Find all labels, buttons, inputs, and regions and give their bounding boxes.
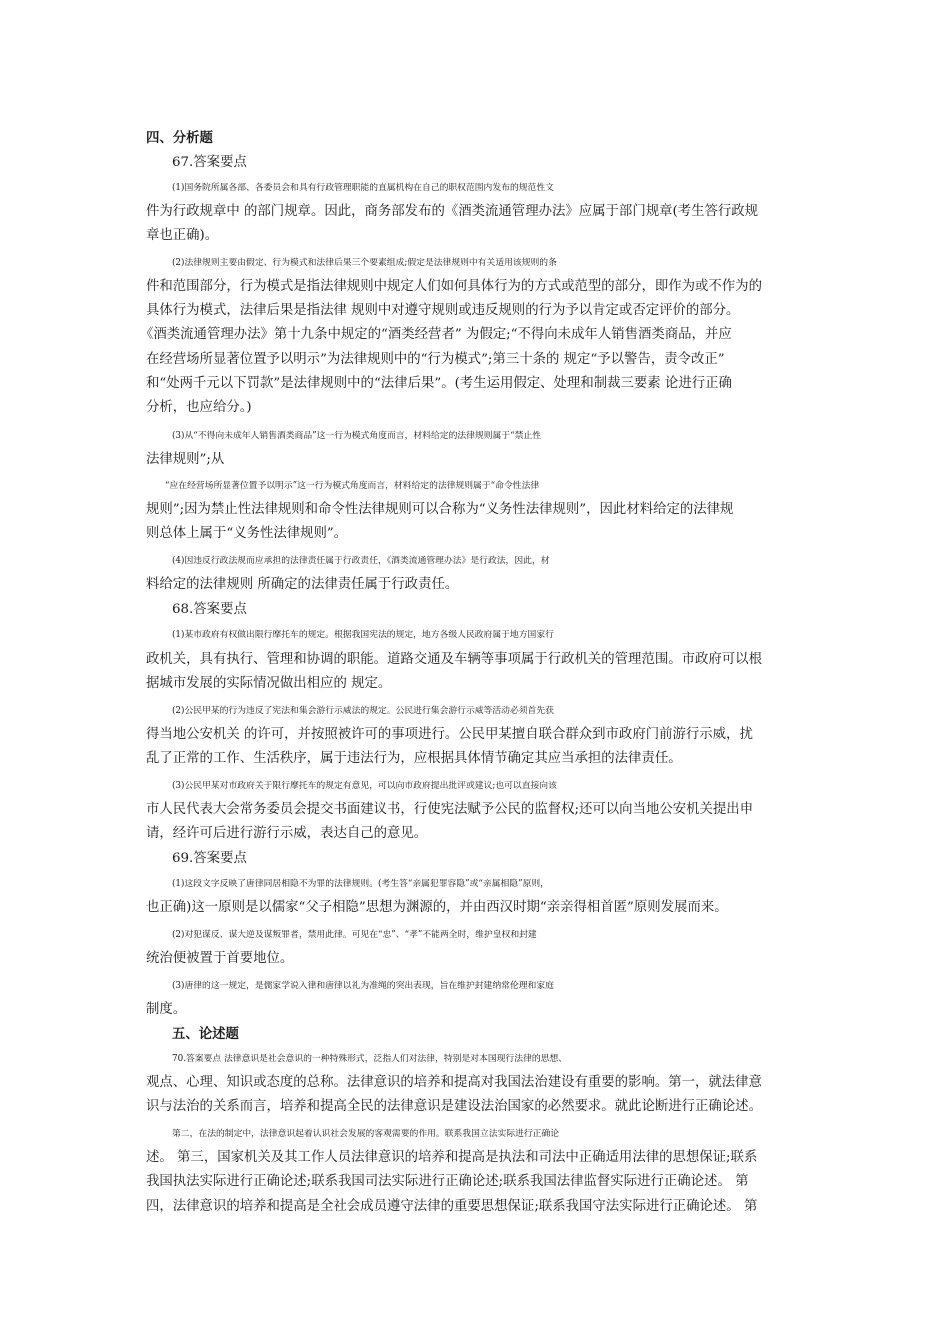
paragraph-line: 识与法治的关系而言，培养和提高全民的法律意识是建设法治国家的必然要求。就此论断进行正确论述。: [146, 1099, 762, 1114]
paragraph-line: 件为行政规章中 的部门规章。因此，商务部发布的《酒类流通管理办法》应属于部门规章(考生答行政规: [146, 204, 759, 219]
paragraph-line: 分析，也应给分。): [146, 400, 252, 415]
paragraph-line: (2)法律规则主要由假定、行为模式和法律后果三个要素组成;假定是法律规则中有关适用该规则的条: [172, 258, 557, 268]
paragraph-line: 料给定的法律规则 所确定的法律责任属于行政责任。: [146, 577, 459, 592]
paragraph-line: (3)公民甲某对市政府关于限行摩托车的规定有意见，可以向市政府提出批评或建议;也可以直接向该: [172, 781, 557, 791]
paragraph-line: 也正确)这一原则是以儒家“父子相隐”思想为渊源的，并由西汉时期“亲亲得相首匿”原则发展而来。: [146, 900, 728, 915]
paragraph-line: 则总体上属于“义务性法律规则”。: [146, 526, 348, 541]
paragraph-line: 政机关，具有执行、管理和协调的职能。道路交通及车辆等事项属于行政机关的管理范围。市政府可以根: [146, 652, 762, 667]
paragraph-line: 请，经许可后进行游行示威，表达自己的意见。: [146, 826, 428, 841]
paragraph-line: 和“处两千元以下罚款”是法律规则中的“法律后果”。(考生运用假定、处理和制裁三要素 论进行正确: [146, 376, 732, 391]
answer-heading-67: 67.答案要点: [172, 155, 247, 170]
paragraph-line: (3)从“不得向未成年人销售酒类商品”这一行为模式角度而言，材料给定的法律规则属于“禁止性: [172, 431, 542, 441]
paragraph-line: (1)某市政府有权做出限行摩托车的规定。根据我国宪法的规定，地方各级人民政府属于地方国家行: [172, 630, 554, 640]
paragraph-line: (2)对犯谋反、谋大逆及谋叛罪者，禁用此律。可见在“忠”、“孝”不能两全时，维护皇权和封建: [172, 930, 537, 940]
paragraph-line: 市人民代表大会常务委员会提交书面建议书，行使宪法赋予公民的监督权;还可以向当地公安机关提出申: [146, 802, 754, 817]
paragraph-line: 述。 第三，国家机关及其工作人员法律意识的培养和提高是执法和司法中正确适用法律的思想保证;联系: [146, 1150, 758, 1165]
paragraph-line: 乱了正常的工作、生活秩序，属于违法行为，应根据具体情节确定其应当承担的法律责任。: [146, 751, 682, 766]
section-heading-analysis: 四、分析题: [146, 130, 213, 146]
paragraph-line: 得当地公安机关 的许可，并按照被许可的事项进行。公民甲某擅自联合群众到市政府门前游行示威，扰: [146, 727, 753, 742]
paragraph-line: 四，法律意识的培养和提高是全社会成员遵守法律的重要思想保证;联系我国守法实际进行正确论述。 第: [146, 1199, 758, 1214]
paragraph-line: 观点、心理、知识或态度的总称。法律意识的培养和提高对我国法治建设有重要的影响。第一，就法律意: [146, 1075, 762, 1090]
paragraph-line: 统治便被置于首要地位。: [146, 951, 294, 966]
section-heading-essay: 五、论述题: [172, 1026, 239, 1042]
paragraph-line: (4)因违反行政法规而应承担的法律责任属于行政责任，《酒类流通管理办法》是行政法，因此，材: [172, 556, 550, 566]
paragraph-line: (1)这段文字反映了唐律同居相隐不为罪的法律规则。(考生答“亲属犯罪容隐”或“亲属相隐”原则，: [172, 879, 549, 889]
paragraph-line: 章也正确)。: [146, 228, 219, 243]
paragraph-line: 具体行为模式，法律后果是指法律 规则中对遵守规则或违反规则的行为予以肯定或否定评价的部分。: [146, 303, 740, 318]
paragraph-line: (2)公民甲某的行为违反了宪法和集会游行示威法的规定。公民进行集会游行示威等活动必须首先获: [172, 706, 554, 716]
paragraph-line: 规则”;因为禁止性法律规则和命令性法律规则可以合称为“义务性法律规则”，因此材料给定的法律规: [146, 502, 734, 517]
paragraph-line: 件和范围部分，行为模式是指法律规则中规定人们如何具体行为的方式或范型的部分，即作为或不作为的: [146, 279, 762, 294]
paragraph-line: 法律规则”;从: [146, 452, 225, 467]
paragraph-line: 《酒类流通管理办法》第十九条中规定的“酒类经营者” 为假定;“不得向未成年人销售酒类商品，并应: [140, 327, 732, 342]
paragraph-line: 第二，在法的制定中，法律意识起着认识社会发展的客观需要的作用。联系我国立法实际进行正确论: [172, 1129, 560, 1139]
paragraph-line: (3)唐律的这一规定，是儒家学说入律和唐律以礼为准绳的突出表现，旨在维护封建纳常伦理和家庭: [172, 981, 554, 991]
paragraph-line: 在经营场所显著位置予以明示”为法律规则中的“行为模式”;第三十条的 规定“予以警告，责令改正”: [146, 352, 725, 367]
paragraph-line: “应在经营场所显著位置予以明示”这一行为模式角度而言，材料给定的法律规则属于“命令性法律: [165, 481, 540, 491]
paragraph-line: 据城市发展的实际情况做出相应的 规定。: [146, 676, 392, 691]
paragraph-line: (1)国务院所属各部、各委员会和具有行政管理职能的直属机构在自己的职权范围内发布的规范性文: [172, 183, 554, 193]
paragraph-line: 70.答案要点 法律意识是社会意识的一种特殊形式，泛指人们对法律，特别是对本国现行法律的思想、: [172, 1054, 568, 1064]
answer-heading-68: 68.答案要点: [172, 602, 247, 617]
paragraph-line: 制度。: [146, 1002, 187, 1017]
answer-heading-69: 69.答案要点: [172, 851, 247, 866]
paragraph-line: 我国执法实际进行正确论述;联系我国司法实际进行正确论述;联系我国法律监督实际进行正确论述。 第: [146, 1174, 749, 1189]
